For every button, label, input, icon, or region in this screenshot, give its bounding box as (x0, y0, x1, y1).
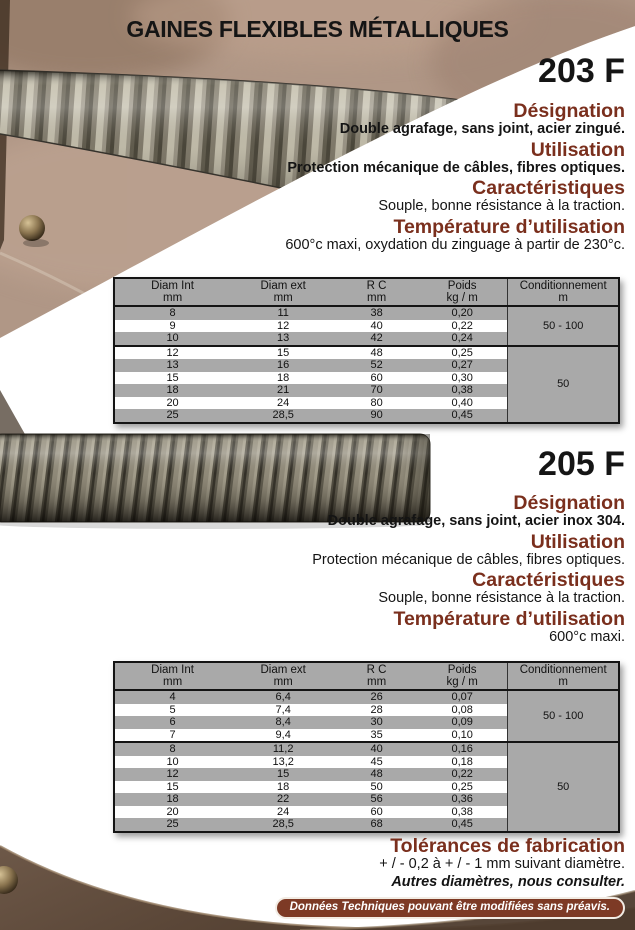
table-cell: 0,27 (417, 359, 508, 372)
product-code-205f: 205 F (538, 445, 625, 483)
header-row (114, 278, 619, 306)
tolerances-line1: + / - 0,2 à + / - 1 mm suivant diamètre. (379, 856, 625, 872)
table-cell: 0,25 (417, 781, 508, 794)
conditionnement-cell: 50 - 100 (508, 306, 619, 346)
table-cell: 8 (114, 742, 230, 756)
table-cell: 56 (336, 793, 417, 806)
table-cell: 4 (114, 690, 230, 704)
section-heading-temperature: Température d’utilisation (393, 215, 625, 238)
table-cell: 7 (114, 729, 230, 743)
table-cell: 0,38 (417, 384, 508, 397)
section-text-utilisation: Protection mécanique de câbles, fibres optiques. (287, 159, 625, 176)
table-cell: 28,5 (230, 818, 336, 832)
page-title: GAINES FLEXIBLES MÉTALLIQUES (126, 16, 509, 42)
column-header: Diam Int mm (114, 662, 230, 690)
spec-table-205f (113, 661, 620, 833)
table-cell: 25 (114, 409, 230, 423)
table-cell: 13,2 (230, 756, 336, 769)
table-cell: 28,5 (230, 409, 336, 423)
table-cell: 22 (230, 793, 336, 806)
table-cell: 11,2 (230, 742, 336, 756)
table-row (114, 742, 619, 756)
table-cell: 52 (336, 359, 417, 372)
table-cell: 8 (114, 306, 230, 320)
table-cell: 60 (336, 806, 417, 819)
table-cell: 18 (230, 372, 336, 385)
table-cell: 48 (336, 768, 417, 781)
table-cell: 18 (114, 384, 230, 397)
table-cell: 25 (114, 818, 230, 832)
table-cell: 18 (230, 781, 336, 794)
column-header: R C mm (336, 278, 417, 306)
table-cell: 12 (230, 320, 336, 333)
table-cell: 26 (336, 690, 417, 704)
table-cell: 0,10 (417, 729, 508, 743)
table-cell: 40 (336, 742, 417, 756)
table-cell: 0,40 (417, 397, 508, 410)
section-heading-utilisation: Utilisation (530, 138, 625, 161)
table-cell: 13 (114, 359, 230, 372)
table-cell: 15 (230, 768, 336, 781)
table-cell: 0,36 (417, 793, 508, 806)
table-cell: 24 (230, 397, 336, 410)
table-cell: 0,09 (417, 716, 508, 729)
table-cell: 24 (230, 806, 336, 819)
table-row (114, 306, 619, 320)
column-header: Conditionnement m (508, 662, 619, 690)
spec-table-203f (113, 277, 620, 424)
section-text-designation: Double agrafage, sans joint, acier zingué. (339, 121, 625, 137)
table-cell: 42 (336, 332, 417, 346)
table-cell: 0,45 (417, 818, 508, 832)
table-cell: 20 (114, 806, 230, 819)
section-text-caracteristiques: Souple, bonne résistance à la traction. (378, 198, 625, 214)
section-text-utilisation: Protection mécanique de câbles, fibres optiques. (312, 551, 625, 568)
table-cell: 50 (336, 781, 417, 794)
conditionnement-cell: 50 (508, 742, 619, 832)
table-cell: 18 (114, 793, 230, 806)
table-cell: 16 (230, 359, 336, 372)
table-cell: 13 (230, 332, 336, 346)
leather-rivet (19, 215, 45, 241)
column-header: Diam ext mm (230, 662, 336, 690)
header-row (114, 662, 619, 690)
table-cell: 35 (336, 729, 417, 743)
column-header: Diam ext mm (230, 278, 336, 306)
table-cell: 9 (114, 320, 230, 333)
table-cell: 9,4 (230, 729, 336, 743)
table-cell: 5 (114, 704, 230, 717)
table-cell: 15 (230, 346, 336, 360)
column-header: Diam Int mm (114, 278, 230, 306)
table-cell: 40 (336, 320, 417, 333)
table-cell: 68 (336, 818, 417, 832)
table-cell: 6 (114, 716, 230, 729)
notice-banner: Données Techniques pouvant être modifiées sans préavis. (275, 897, 625, 919)
table-cell: 30 (336, 716, 417, 729)
column-header: Poids kg / m (417, 662, 508, 690)
table-cell: 0,22 (417, 320, 508, 333)
table-cell: 60 (336, 372, 417, 385)
table-cell: 10 (114, 756, 230, 769)
table-cell: 15 (114, 781, 230, 794)
tolerances-block (379, 834, 625, 892)
conditionnement-cell: 50 - 100 (508, 690, 619, 742)
tolerances-line2: Autres diamètres, nous consulter. (391, 873, 625, 890)
section-heading-caracteristiques: Caractéristiques (472, 177, 625, 199)
table-cell: 12 (114, 346, 230, 360)
table-cell: 11 (230, 306, 336, 320)
section-heading-utilisation: Utilisation (530, 530, 625, 553)
table-cell: 12 (114, 768, 230, 781)
section-text-temperature: 600°c maxi. (549, 628, 625, 645)
table-cell: 45 (336, 756, 417, 769)
table-cell: 0,25 (417, 346, 508, 360)
product-info-203f (285, 99, 625, 255)
section-heading-temperature: Température d’utilisation (393, 607, 625, 630)
table-cell: 48 (336, 346, 417, 360)
section-heading-designation: Désignation (513, 492, 625, 514)
table-cell: 0,22 (417, 768, 508, 781)
table-cell: 0,20 (417, 306, 508, 320)
table-row (114, 690, 619, 704)
product-code-203f: 203 F (538, 52, 625, 90)
table-cell: 0,16 (417, 742, 508, 756)
table-cell: 6,4 (230, 690, 336, 704)
section-text-caracteristiques: Souple, bonne résistance à la traction. (378, 590, 625, 606)
column-header: Poids kg / m (417, 278, 508, 306)
tolerances-heading: Tolérances de fabrication (390, 835, 625, 857)
table-cell: 20 (114, 397, 230, 410)
table-cell: 70 (336, 384, 417, 397)
table-cell: 15 (114, 372, 230, 385)
section-heading-designation: Désignation (513, 100, 625, 122)
conditionnement-cell: 50 (508, 346, 619, 423)
table-cell: 80 (336, 397, 417, 410)
table-cell: 0,30 (417, 372, 508, 385)
table-cell: 28 (336, 704, 417, 717)
product-info-205f (312, 491, 625, 647)
table-cell: 7,4 (230, 704, 336, 717)
column-header: R C mm (336, 662, 417, 690)
section-heading-caracteristiques: Caractéristiques (472, 569, 625, 591)
table-cell: 0,38 (417, 806, 508, 819)
column-header: Conditionnement m (508, 278, 619, 306)
table-cell: 0,07 (417, 690, 508, 704)
table-cell: 8,4 (230, 716, 336, 729)
section-text-temperature: 600°c maxi, oxydation du zinguage à partir de 230°c. (285, 236, 625, 253)
table-cell: 38 (336, 306, 417, 320)
section-text-designation: Double agrafage, sans joint, acier inox 304. (327, 513, 625, 529)
table-row (114, 346, 619, 360)
table-cell: 0,18 (417, 756, 508, 769)
table-cell: 0,24 (417, 332, 508, 346)
table-cell: 10 (114, 332, 230, 346)
table-cell: 0,45 (417, 409, 508, 423)
table-cell: 0,08 (417, 704, 508, 717)
table-cell: 90 (336, 409, 417, 423)
table-cell: 21 (230, 384, 336, 397)
